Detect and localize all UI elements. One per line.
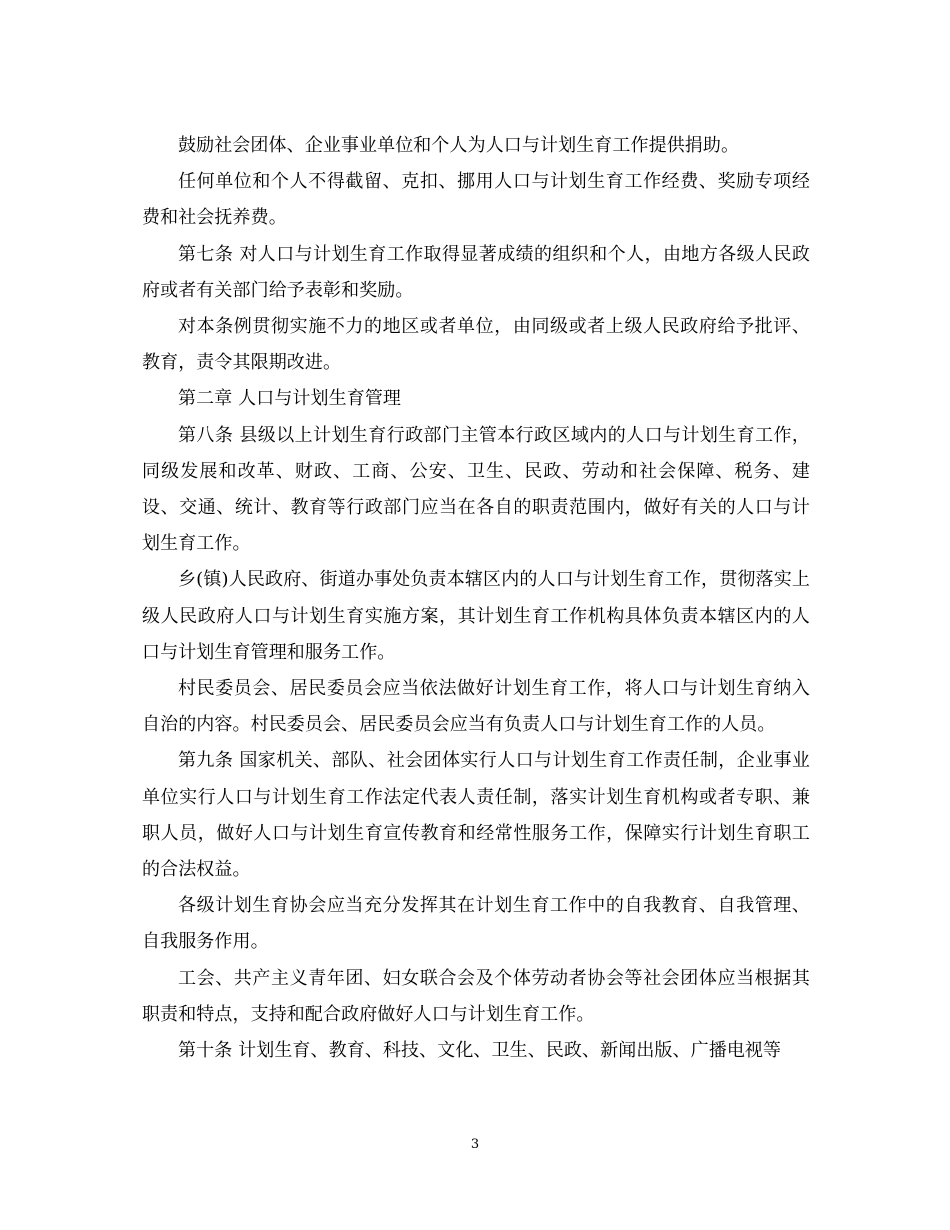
- paragraph-2: 任何单位和个人不得截留、克扣、挪用人口与计划生育工作经费、奖励专项经费和社会抚养费。: [142, 171, 810, 229]
- paragraph-6: 第八条 县级以上计划生育行政部门主管本行政区域内的人口与计划生育工作，同级发展和改革、财政、工商、公安、卫生、民政、劳动和社会保障、税务、建设、交通、统计、教育等行政部门应当在各自的职责范围内，做好有关的人口与计划生育工作。: [142, 424, 810, 555]
- paragraph-7: 乡(镇)人民政府、街道办事处负责本辖区内的人口与计划生育工作，贯彻落实上级人民政府人口与计划生育实施方案，其计划生育工作机构具体负责本辖区内的人口与计划生育管理和服务工作。: [142, 569, 810, 663]
- paragraph-1: 鼓励社会团体、企业事业单位和个人为人口与计划生育工作提供捐助。: [178, 135, 740, 156]
- paragraph-10: 各级计划生育协会应当充分发挥其在计划生育工作中的自我教育、自我管理、自我服务作用。: [142, 895, 810, 953]
- paragraph-3: 第七条 对人口与计划生育工作取得显著成绩的组织和个人，由地方各级人民政府或者有关部门给予表彰和奖励。: [142, 243, 810, 301]
- paragraph-11: 工会、共产主义青年团、妇女联合会及个体劳动者协会等社会团体应当根据其职责和特点，支持和配合政府做好人口与计划生育工作。: [142, 967, 810, 1025]
- chapter-heading: 第二章 人口与计划生育管理: [178, 388, 402, 410]
- paragraph-12: 第十条 计划生育、教育、科技、文化、卫生、民政、新闻出版、广播电视等: [178, 1040, 782, 1062]
- body-text: [142, 128, 810, 1069]
- page-number: 3: [470, 1137, 480, 1152]
- paragraph-9: 第九条 国家机关、部队、社会团体实行人口与计划生育工作责任制，企业事业单位实行人口与计划生育工作法定代表人责任制，落实计划生育机构或者专职、兼职人员，做好人口与计划生育宣传教育和经常性服务工作，保障实行计划生育职工的合法权益。: [142, 750, 810, 881]
- paragraph-4: 对本条例贯彻实施不力的地区或者单位，由同级或者上级人民政府给予批评、教育，责令其限期改进。: [142, 316, 810, 374]
- paragraph-8: 村民委员会、居民委员会应当依法做好计划生育工作，将人口与计划生育纳入自治的内容。村民委员会、居民委员会应当有负责人口与计划生育工作的人员。: [142, 678, 810, 736]
